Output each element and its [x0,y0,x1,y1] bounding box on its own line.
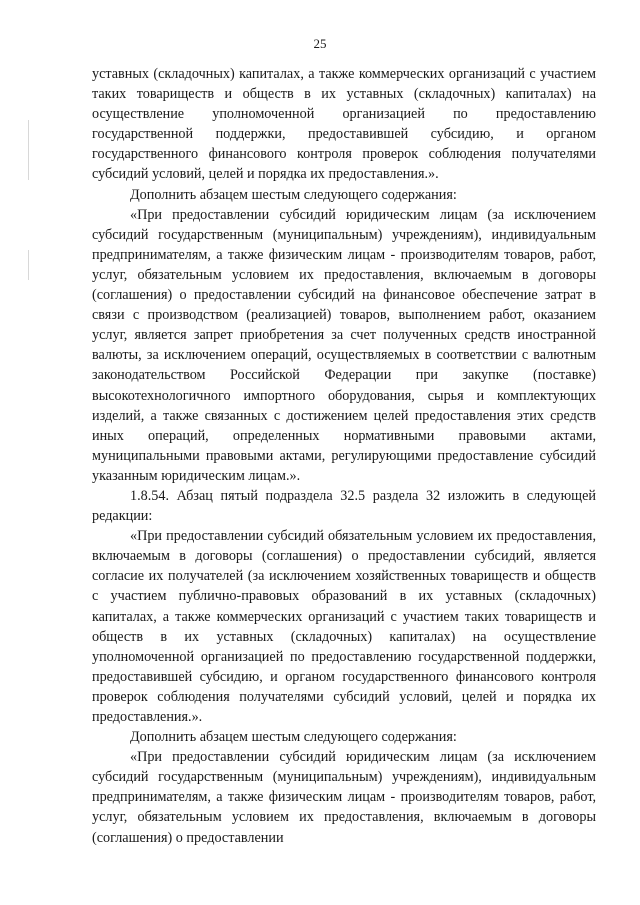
paragraph: «При предоставлении субсидий обязательным условием их предоставления, включаемым в договоры (соглашения) о предоставлении субсидий, является согласие их получателей (за исключением хозяйственных товариществ и обществ с участием публично-правовых образований в их уставных (складочных) капиталах, а также коммерческих организаций с участием таких товариществ и обществ в их уставных (складочных) капиталах) на осуществление уполномоченной организацией по предоставлению государственной поддержки, предоставившей субсидию, и органом государственного финансового контроля проверок соблюдения получателями субсидий условий, целей и порядка их предоставления.». [92,528,596,725]
paragraph: 1.8.54. Абзац пятый подраздела 32.5 раздела 32 изложить в следующей редакции: [92,487,596,525]
scan-margin-line [28,250,29,280]
page-number: 25 [313,36,327,51]
document-body [92,64,596,848]
paragraph: уставных (складочных) капиталах, а также коммерческих организаций с участием таких товариществ и обществ в их уставных (складочных) капиталах) на осуществление уполномоченной организацией по предоставлению государственной поддержки, предоставившей субсидию, и органом государственного финансового контроля проверок соблюдения получателями субсидий условий, целей и порядка их предоставления.». [92,66,596,183]
paragraph-truncated: «При предоставлении субсидий юридическим лицам (за исключением субсидий государственным (муниципальным) учреждениям), индивидуальным предпринимателям, а также физическим лицам - производителям товаров, работ, услуг, обязательным условием их предоставления, включаемым в договоры (соглашения) о предоставлении [92,749,596,846]
scan-margin-line [28,120,29,180]
paragraph: Дополнить абзацем шестым следующего содержания: [130,729,457,746]
paragraph: «При предоставлении субсидий юридическим лицам (за исключением субсидий государственным (муниципальным) учреждениям), индивидуальным предпринимателям, а также физическим лицам - производителям товаров, работ, услуг, обязательным условием их предоставления, включаемым в договоры (соглашения) о предоставлении субсидий на финансовое обеспечение затрат в связи с производством (реализацией) товаров, выполнением работ, оказанием услуг, является запрет приобретения за счет полученных средств иностранной валюты, за исключением операций, осуществляемых в соответствии с валютным законодательством Российской Федерации при закупке (поставке) высокотехнологичного импортного оборудования, сырья и комплектующих изделий, а также связанных с достижением целей предоставления этих средств иных операций, определенных нормативными правовыми актами, муниципальными правовыми актами, регулирующими предоставление субсидий указанным юридическим лицам.». [92,206,596,484]
paragraph: Дополнить абзацем шестым следующего содержания: [130,186,457,203]
